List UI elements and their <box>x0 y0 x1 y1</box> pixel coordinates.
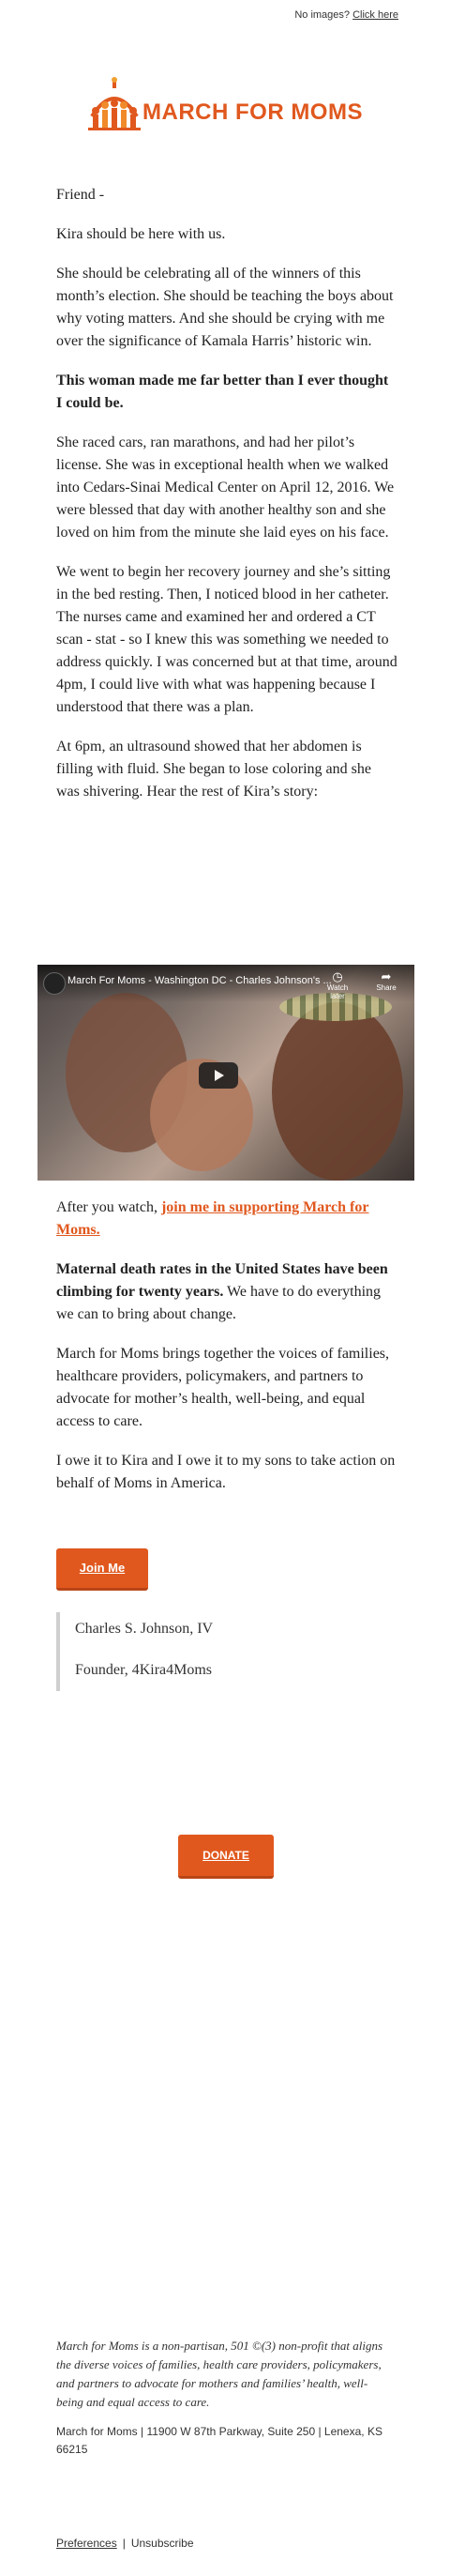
watch-later-label: Watch later <box>326 983 349 1000</box>
paragraph-4: She raced cars, ran marathons, and had her pilot’s license. She was in exceptional health when we walked into Cedars-Sinai Medical Center on April 12, 2016. We were blessed that day with another healthy son and she loved on him from the minute she laid eyes on his face. <box>56 434 395 541</box>
paragraph-8-rest: We have to do everything we can to bring about change. <box>56 1284 382 1322</box>
footer-disclaimer: March for Moms is a non-partisan, 501 ©(3) non-profit that aligns the diverse voices of families, health care providers, policymakers, and partners to advocate for mothers and families’ health, well-being and equal access to care. <box>56 2339 382 2409</box>
greeting: Friend - <box>56 187 105 203</box>
paragraph-3 <box>56 370 398 415</box>
donate-button[interactable]: DONATE <box>178 1835 274 1879</box>
channel-avatar-icon[interactable] <box>43 972 66 995</box>
march-for-moms-logo[interactable] <box>84 77 375 133</box>
footer-links <box>56 2537 194 2550</box>
paragraph-10: I owe it to Kira and I owe it to my sons to take action on behalf of Moms in America. <box>56 1453 396 1491</box>
bold-statement: This woman made me far better than I ever thought I could be. <box>56 373 389 411</box>
join-me-button[interactable]: Join Me <box>56 1548 148 1591</box>
logo-wordmark: MARCH FOR MOMS <box>142 99 363 125</box>
watch-later-button[interactable] <box>319 970 356 1000</box>
letter-body-continued <box>56 1197 398 1512</box>
no-images-text: No images? <box>294 9 351 21</box>
unsubscribe-link[interactable]: Unsubscribe <box>130 2537 194 2550</box>
play-button-icon[interactable] <box>199 1062 238 1089</box>
video-title-bar <box>38 965 414 1002</box>
after-watch-text: After you watch, <box>56 1199 161 1215</box>
clock-icon: ◷ <box>332 969 343 983</box>
click-here-link[interactable]: Click here <box>352 9 398 21</box>
share-arrow-icon: ➦ <box>381 969 392 983</box>
signature-block <box>56 1612 394 1691</box>
capitol-crowd-logo-icon <box>84 79 144 131</box>
share-label: Share <box>376 983 397 992</box>
paragraph-1: Kira should be here with us. <box>56 226 226 242</box>
after-watch-paragraph <box>56 1197 398 1242</box>
letter-body <box>56 184 398 820</box>
footer-address: March for Moms | 11900 W 87th Parkway, Suite 250 | Lenexa, KS 66215 <box>56 2425 382 2456</box>
video-thumbnail[interactable] <box>38 965 414 1181</box>
paragraph-8 <box>56 1258 398 1326</box>
signature-name: Charles S. Johnson, IV <box>75 1621 214 1637</box>
signature-title: Founder, 4Kira4Moms <box>75 1662 213 1678</box>
paragraph-9: March for Moms brings together the voices of families, healthcare providers, policymakers, and partners to advocate for mother’s health, well-being, and equal access to care. <box>56 1346 390 1429</box>
video-title[interactable]: March For Moms - Washington DC - Charles Johnson's ... <box>68 975 332 986</box>
preferences-link[interactable]: Preferences <box>56 2537 117 2550</box>
maternal-death-statement: Maternal death rates in the United States have been climbing for twenty years. <box>56 1261 388 1300</box>
join-supporting-link[interactable]: join me in supporting March for Moms. <box>56 1199 369 1238</box>
share-button[interactable] <box>368 970 405 992</box>
no-images-bar <box>0 9 450 21</box>
paragraph-2: She should be celebrating all of the winners of this month’s election. She should be teaching the boys about why voting matters. And she should be crying with me over the significance of Kamala Harris’ historic win. <box>56 266 394 349</box>
paragraph-5: We went to begin her recovery journey and she’s sitting in the bed resting. Then, I noticed blood in her catheter. The nurses came and examined her and ordered a CT scan - stat - so I knew this was something we needed to address quickly. I was concerned but at that time, around 4pm, I could live with what was happening because I understood that there was a plan. <box>56 564 398 715</box>
footer-separator: | <box>122 2537 126 2550</box>
paragraph-6: At 6pm, an ultrasound showed that her abdomen is filling with fluid. She began to lose coloring and she was shivering. Hear the rest of Kira’s story: <box>56 739 371 800</box>
video-image-woman <box>272 1002 403 1181</box>
